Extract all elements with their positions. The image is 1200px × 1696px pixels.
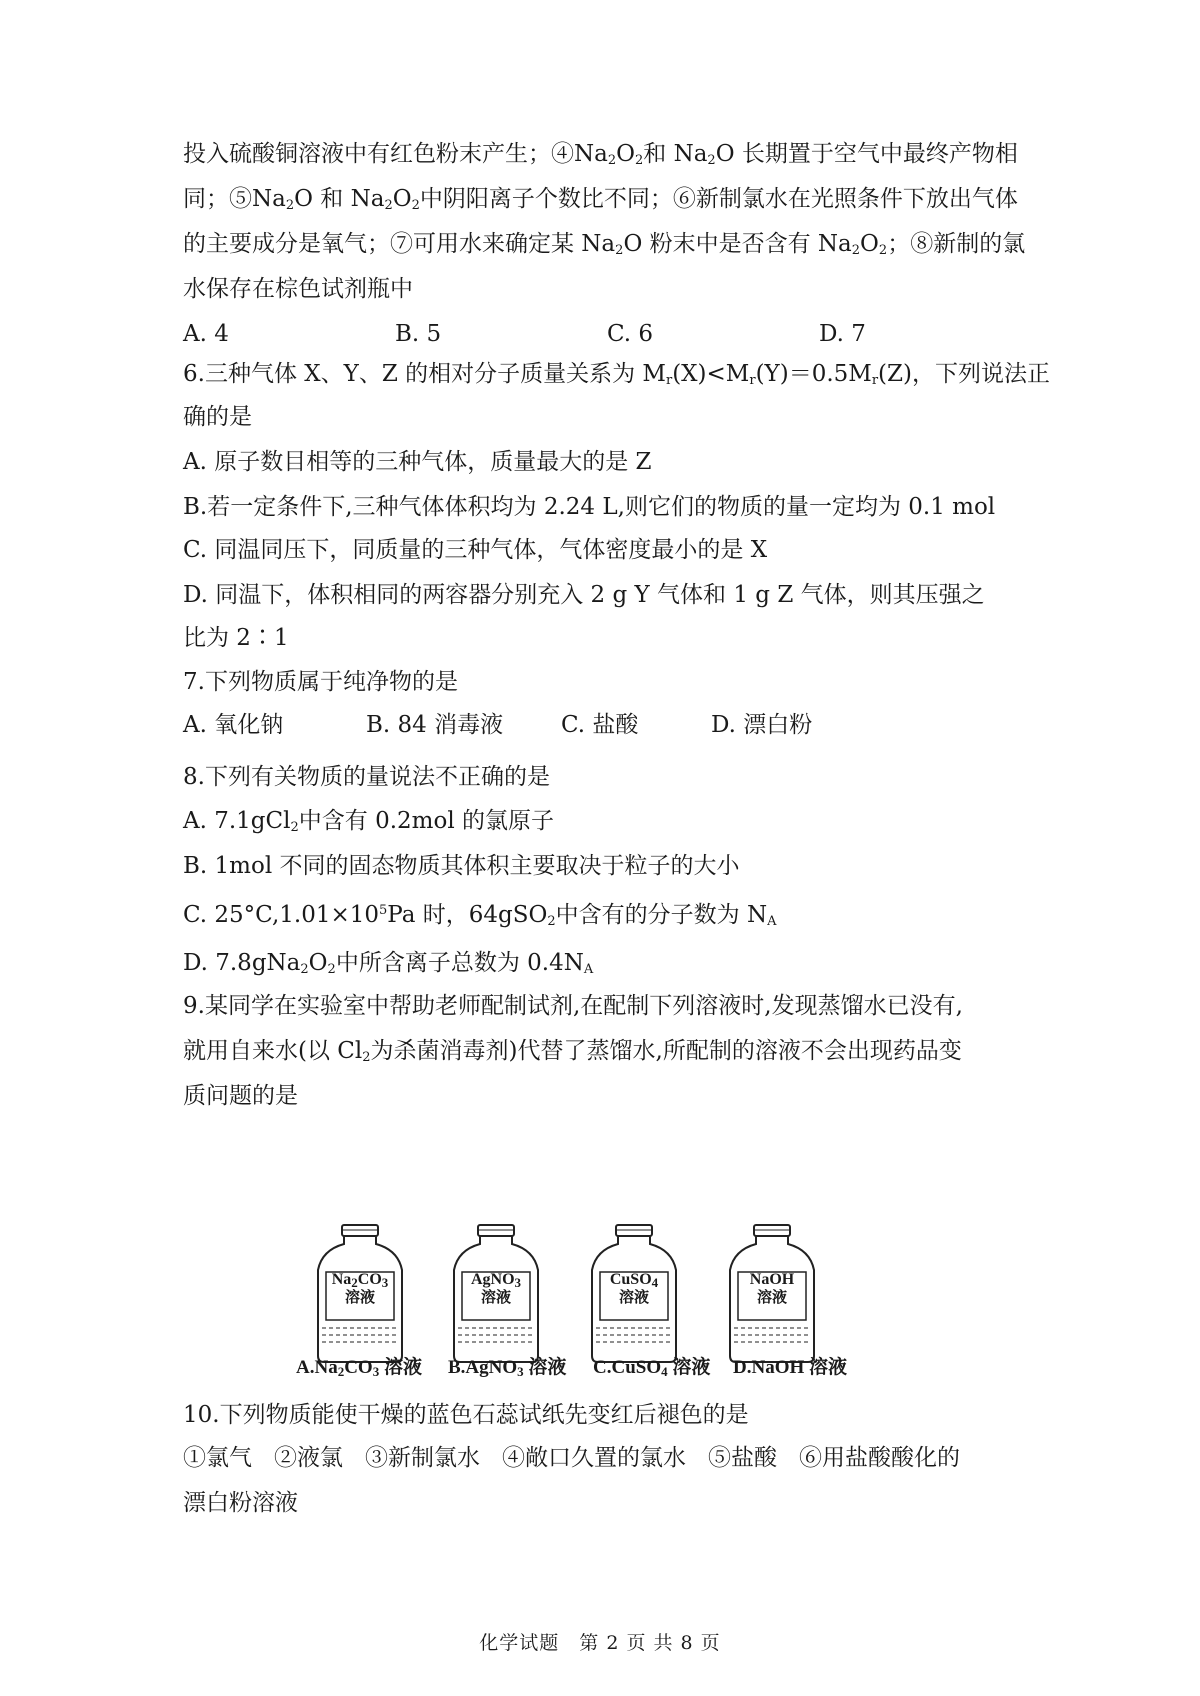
q6-stem-line-2: 确的是 bbox=[183, 404, 252, 430]
q10-item-4: ④敞口久置的氯水 bbox=[502, 1445, 686, 1471]
q10-item-6: ⑥用盐酸酸化的 bbox=[799, 1445, 960, 1471]
q7-option-a[interactable]: A. 氧化钠 bbox=[183, 712, 284, 738]
q9-bottle-figure bbox=[300, 1222, 860, 1372]
q7-option-b[interactable]: B. 84 消毒液 bbox=[366, 712, 504, 738]
q10-items bbox=[183, 1447, 982, 1470]
q9-stem-line-2: 就用自来水(以 $Cl_2$为杀菌消毒剂)代替了蒸馏水,所配制的溶液不会出现药品变 bbox=[183, 1038, 962, 1065]
q10-item-5: ⑤盐酸 bbox=[708, 1445, 777, 1471]
q10-item-3: ③新制氯水 bbox=[365, 1445, 480, 1471]
q6-stem-line-1: 6.三种气体 X、Y、Z 的相对分子质量关系为 $M_r(X)<M_r(Y)=0.5M_r(Z)$，下列说法正 bbox=[183, 361, 1050, 388]
q9-stem-line-3: 质问题的是 bbox=[183, 1083, 298, 1109]
q6-option-c[interactable]: C. 同温同压下，同质量的三种气体，气体密度最小的是 X bbox=[183, 537, 768, 563]
q6-option-d-line-2[interactable]: 比为 2∶1 bbox=[183, 625, 289, 651]
bottle-c[interactable] bbox=[574, 1222, 694, 1372]
q9-stem-line-1: 9.某同学在实验室中帮助老师配制试剂,在配制下列溶液时,发现蒸馏水已没有, bbox=[183, 993, 963, 1019]
q6-option-d-line-1[interactable]: D. 同温下，体积相同的两容器分别充入 2 g Y 气体和 1 g Z 气体，则其压强之 bbox=[183, 582, 985, 608]
page-footer: 化学试题 第 2 页 共 8 页 bbox=[479, 1632, 721, 1654]
q8-option-d[interactable]: D. $7.8gNa_2O_2$中所含离子总数为 $0.4N_A$ bbox=[183, 950, 594, 977]
q5-line-3: 的主要成分是氧气；⑦可用水来确定某 $Na_2O$ 粉末中是否含有 $Na_2O_2$；⑧新制的氯 bbox=[183, 231, 1026, 258]
q10-stem: 10.下列物质能使干燥的蓝色石蕊试纸先变红后褪色的是 bbox=[183, 1402, 749, 1428]
q5-line-4: 水保存在棕色试剂瓶中 bbox=[183, 276, 413, 302]
bottle-d-caption: D.NaOH 溶液 bbox=[733, 1357, 848, 1378]
q8-stem: 8.下列有关物质的量说法不正确的是 bbox=[183, 764, 550, 790]
q5-line-2: 同；$⑤Na_2O$ 和 $Na_2O_2$中阴阳离子个数比不同；⑥新制氯水在光照条件下放出气体 bbox=[183, 186, 1018, 213]
q5-option-b[interactable]: B. 5 bbox=[395, 321, 442, 347]
q6-option-a[interactable]: A. 原子数目相等的三种气体，质量最大的是 Z bbox=[183, 449, 652, 475]
q8-option-b[interactable]: B. 1mol 不同的固态物质其体积主要取决于粒子的大小 bbox=[183, 853, 740, 879]
q7-option-c[interactable]: C. 盐酸 bbox=[561, 712, 639, 738]
q5-option-c[interactable]: C. 6 bbox=[607, 321, 654, 347]
q8-option-c[interactable]: C. $25^\circ C,1.01\times 10^5Pa$ 时，64gSO$_2$中含有的分子数为 $N_A$ bbox=[183, 902, 777, 929]
q7-options bbox=[183, 714, 812, 737]
q7-option-d[interactable]: D. 漂白粉 bbox=[711, 712, 813, 738]
q5-option-d[interactable]: D. 7 bbox=[819, 321, 866, 347]
q10-items-line-2: 漂白粉溶液 bbox=[183, 1490, 298, 1516]
bottle-d-label: NaOH 溶液 bbox=[749, 1271, 795, 1306]
bottle-b[interactable] bbox=[436, 1222, 556, 1372]
bottle-c-label: CuSO$_4$ 溶液 bbox=[609, 1271, 659, 1306]
q6-option-b[interactable]: B.若一定条件下,三种气体体积均为 2.24 L,则它们的物质的量一定均为 0.1 mol bbox=[183, 494, 996, 520]
q5-options bbox=[183, 323, 1031, 346]
q10-item-1: ①氯气 bbox=[183, 1445, 252, 1471]
bottle-a[interactable] bbox=[300, 1222, 420, 1372]
bottle-b-label: AgNO$_3$ 溶液 bbox=[470, 1271, 522, 1306]
bottle-c-caption: C.CuSO$_4$ 溶液 bbox=[593, 1357, 711, 1379]
q5-line-1: 投入硫酸铜溶液中有红色粉末产生；$④Na_2O_2$和 $Na_2O$ 长期置于空气中最终产物相 bbox=[183, 141, 1018, 168]
q8-option-a[interactable]: A. 7.1gCl$_2$中含有 0.2mol 的氯原子 bbox=[183, 808, 554, 835]
bottle-d[interactable] bbox=[712, 1222, 832, 1372]
bottle-a-label: $Na_2CO_3$ 溶液 bbox=[331, 1271, 389, 1306]
bottle-b-caption: B.AgNO$_3$ 溶液 bbox=[448, 1357, 567, 1379]
q5-option-a[interactable]: A. 4 bbox=[183, 321, 229, 347]
q7-stem: 7.下列物质属于纯净物的是 bbox=[183, 669, 458, 695]
q10-item-2: ②液氯 bbox=[274, 1445, 343, 1471]
bottle-a-caption: $A.Na_2CO_3$ 溶液 bbox=[296, 1357, 422, 1379]
